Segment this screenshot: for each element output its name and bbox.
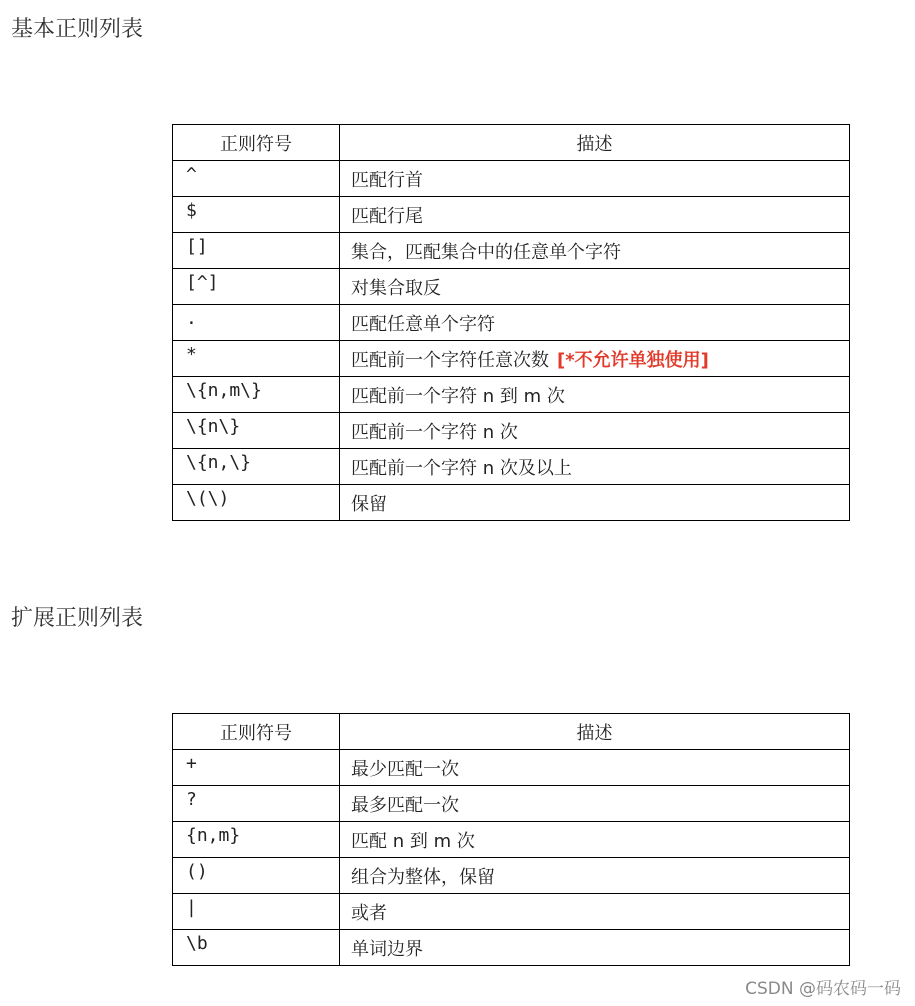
regex-description-cell [340,341,850,377]
table-row [173,786,850,822]
table-row [173,858,850,894]
regex-symbol: \{n,\} [173,449,340,485]
regex-description: 保留 [340,485,850,521]
regex-description: 最少匹配一次 [340,750,850,786]
regex-symbol: * [173,341,340,377]
column-header-symbol: 正则符号 [173,714,340,750]
basic-regex-table [172,124,850,521]
regex-symbol: [] [173,233,340,269]
table-row [173,269,850,305]
regex-description: 匹配前一个字符 n 次 [340,413,850,449]
table-row [173,341,850,377]
regex-description: 对集合取反 [340,269,850,305]
regex-description: 匹配行尾 [340,197,850,233]
table-row [173,377,850,413]
table-row [173,305,850,341]
csdn-watermark: CSDN @码农码一码 [745,979,901,999]
regex-symbol: [^] [173,269,340,305]
regex-symbol: \(\) [173,485,340,521]
regex-symbol: $ [173,197,340,233]
regex-description: 集合，匹配集合中的任意单个字符 [340,233,850,269]
regex-symbol: \{n,m\} [173,377,340,413]
table-row [173,449,850,485]
regex-description: 匹配前一个字符任意次数 [351,349,549,371]
table-row [173,930,850,966]
regex-description: 或者 [340,894,850,930]
extended-regex-title: 扩展正则列表 [11,606,144,631]
table-row [173,485,850,521]
regex-symbol: ? [173,786,340,822]
regex-description: 匹配前一个字符 n 次及以上 [340,449,850,485]
table-row [173,750,850,786]
regex-symbol: . [173,305,340,341]
table-row [173,233,850,269]
regex-description: 单词边界 [340,930,850,966]
table-row [173,822,850,858]
column-header-description: 描述 [340,714,850,750]
table-row [173,894,850,930]
table-row [173,161,850,197]
column-header-symbol: 正则符号 [173,125,340,161]
table-header-row [173,714,850,750]
regex-symbol: () [173,858,340,894]
regex-description: 最多匹配一次 [340,786,850,822]
regex-description: 组合为整体，保留 [340,858,850,894]
extended-regex-table [172,713,850,966]
regex-symbol: {n,m} [173,822,340,858]
regex-description: 匹配 n 到 m 次 [340,822,850,858]
regex-symbol: \b [173,930,340,966]
regex-symbol: ^ [173,161,340,197]
basic-regex-title: 基本正则列表 [11,17,144,42]
regex-description: 匹配任意单个字符 [340,305,850,341]
table-row [173,197,850,233]
regex-symbol: \{n\} [173,413,340,449]
regex-symbol: + [173,750,340,786]
warning-note: [*不允许单独使用] [557,349,709,371]
regex-description: 匹配前一个字符 n 到 m 次 [340,377,850,413]
table-row [173,413,850,449]
column-header-description: 描述 [340,125,850,161]
regex-symbol: | [173,894,340,930]
table-header-row [173,125,850,161]
regex-description: 匹配行首 [340,161,850,197]
